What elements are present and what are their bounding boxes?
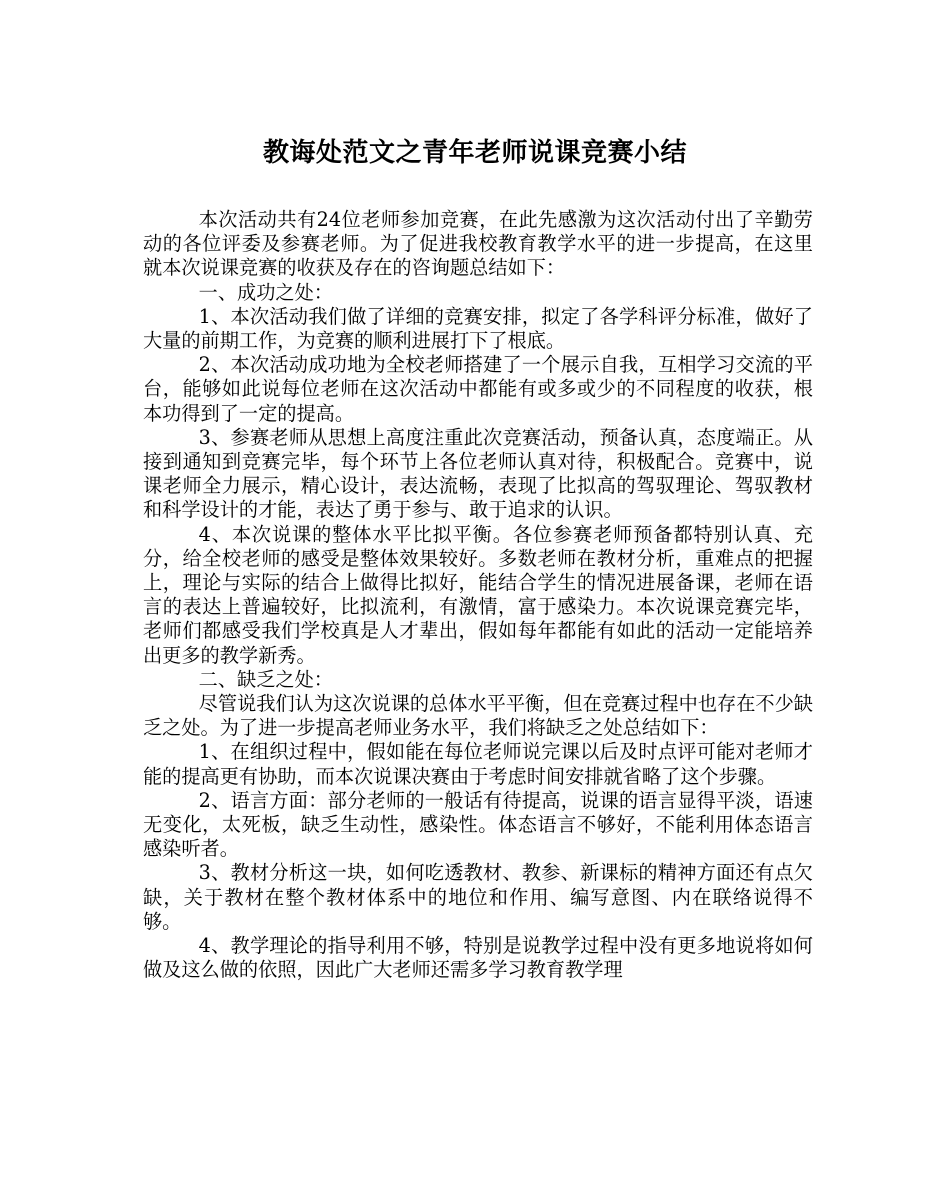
paragraph-shortcoming-2: 2、语言方面：部分老师的一般话有待提高，说课的语言显得平淡，语速无变化，太死板，缺乏生动性，感染性。体态语言不够好，不能利用体态语言感染听者。 — [143, 788, 813, 861]
paragraph-success-2: 2、本次活动成功地为全校老师搭建了一个展示自我，互相学习交流的平台，能够如此说每位老师在这次活动中都能有或多或少的不同程度的收获，根本功得到了一定的提高。 — [143, 353, 813, 425]
paragraph-success-1: 1、本次活动我们做了详细的竞赛安排，拟定了各学科评分标准，做好了大量的前期工作，为竞赛的顺利进展打下了根底。 — [143, 304, 813, 353]
paragraph-intro: 本次活动共有24位老师参加竞赛，在此先感激为这次活动付出了辛勤劳动的各位评委及参赛老师。为了促进我校教育教学水平的进一步提高，在这里就本次说课竞赛的收获及存在的咨询题总结如下： — [143, 208, 813, 280]
paragraph-shortcomings-intro: 尽管说我们认为这次说课的总体水平平衡，但在竞赛过程中也存在不少缺乏之处。为了进一步提高老师业务水平，我们将缺乏之处总结如下： — [143, 692, 813, 740]
paragraph-shortcoming-4: 4、教学理论的指导利用不够，特别是说教学过程中没有更多地说将如何做及这么做的依照，因此广大老师还需多学习教育教学理 — [143, 934, 813, 982]
section-heading-successes: 一、成功之处： — [198, 280, 333, 304]
paragraph-shortcoming-3: 3、教材分析这一块，如何吃透教材、教参、新课标的精神方面还有点欠缺，关于教材在整个教材体系中的地位和作用、编写意图、内在联络说得不够。 — [143, 861, 813, 933]
document-body — [143, 208, 813, 983]
section-heading-shortcomings: 二、缺乏之处： — [198, 667, 333, 691]
document-title: 教诲处范文之青年老师说课竞赛小结 — [262, 138, 687, 168]
paragraph-success-4: 4、本次说课的整体水平比拟平衡。各位参赛老师预备都特别认真、充分，给全校老师的感受是整体效果较好。多数老师在教材分析，重难点的把握上，理论与实际的结合上做得比拟好，能结合学生的情况进展备课，老师在语言的表达上普遍较好，比拟流利，有激情，富于感染力。本次说课竞赛完毕，老师们都感受我们学校真是人才辈出，假如每年都能有如此的活动一定能培养出更多的教学新秀。 — [143, 522, 813, 667]
paragraph-shortcoming-1: 1、在组织过程中，假如能在每位老师说完课以后及时点评可能对老师才能的提高更有协助，而本次说课决赛由于考虑时间安排就省略了这个步骤。 — [143, 740, 813, 788]
paragraph-success-3: 3、参赛老师从思想上高度注重此次竞赛活动，预备认真，态度端正。从接到通知到竞赛完毕，每个环节上各位老师认真对待，积极配合。竞赛中，说课老师全力展示，精心设计，表达流畅，表现了比拟高的驾驭理论、驾驭教材和科学设计的才能，表达了勇于参与、敢于追求的认识。 — [143, 425, 813, 522]
